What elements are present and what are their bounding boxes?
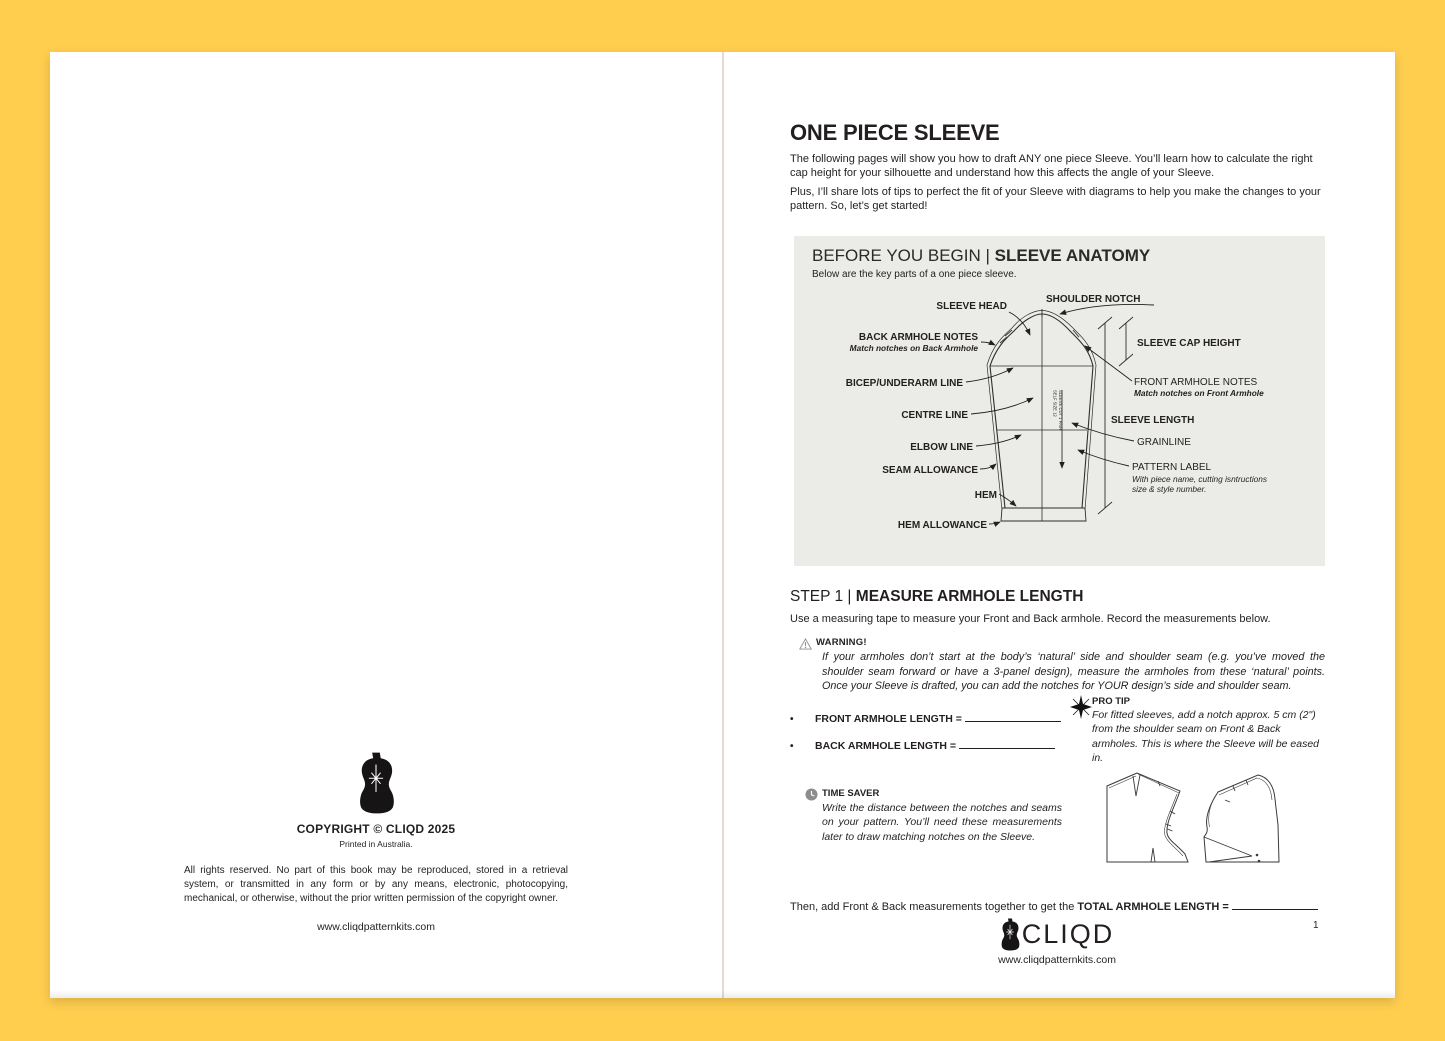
back-armhole-measurement-row xyxy=(790,737,1055,752)
back-bodice-piece xyxy=(1107,773,1188,862)
svg-text:SLEEVE CUT 1 PAIR: SLEEVE CUT 1 PAIR xyxy=(1058,390,1063,431)
pro-tip-title: PRO TIP xyxy=(1092,696,1131,707)
warning-title: WARNING! xyxy=(816,637,867,648)
dressform-logo-icon-small xyxy=(1000,918,1020,951)
bodice-pattern-diagrams xyxy=(1100,770,1305,890)
label-back-armhole-sub: Match notches on Back Armhole xyxy=(849,343,978,353)
right-page xyxy=(723,52,1395,998)
anatomy-heading-prefix: BEFORE YOU BEGIN | xyxy=(812,246,995,265)
front-armhole-label: FRONT ARMHOLE LENGTH = xyxy=(815,713,962,725)
bullet-dot: • xyxy=(790,741,794,752)
sleeve-outline xyxy=(987,311,1096,522)
step1-heading-bold: MEASURE ARMHOLE LENGTH xyxy=(855,588,1084,605)
rights-paragraph: All rights reserved. No part of this book may be reproduced, stored in a retrieval system, or transmitted in any form or by any means, electronic, photocopying, mechanical, or otherwise, without the prior written permission of the copyright owner. xyxy=(184,865,568,904)
page-title: ONE PIECE SLEEVE xyxy=(790,120,1000,145)
warning-triangle-icon xyxy=(799,638,812,650)
printed-in-line: Printed in Australia. xyxy=(339,839,413,849)
pattern-piece-text xyxy=(1053,390,1064,430)
copyright-line: COPYRIGHT © CLIQD 2025 xyxy=(296,822,456,836)
sparkle-icon xyxy=(1068,694,1094,720)
starburst-center xyxy=(374,777,377,780)
sleeve-anatomy-box xyxy=(794,236,1325,566)
label-sleeve-head: SLEEVE HEAD xyxy=(936,301,1007,312)
anatomy-box-subheading: Below are the key parts of a one piece sleeve. xyxy=(812,269,1017,280)
front-armhole-measurement-row xyxy=(790,710,1061,725)
dressform-logo-icon xyxy=(357,752,395,814)
pro-tip-text: For fitted sleeves, add a notch approx. 5 cm (2") from the shoulder seam on Front & Back armholes. This is where the Sleeve will be eased in. xyxy=(1092,709,1320,765)
svg-text:SELF SIZE 12: SELF SIZE 12 xyxy=(1052,390,1058,417)
label-hem: HEM xyxy=(974,490,997,501)
bullet-dot: • xyxy=(790,714,794,725)
total-blank-line xyxy=(1232,898,1318,910)
anatomy-heading-bold: SLEEVE ANATOMY xyxy=(994,246,1151,265)
book-spread xyxy=(50,52,1395,998)
label-sleeve-cap-height: SLEEVE CAP HEIGHT xyxy=(1137,338,1241,349)
footer-branding xyxy=(957,918,1157,966)
total-armhole-line xyxy=(790,898,1318,913)
time-saver-text: Write the distance between the notches and seams on your pattern. You’ll need these measurements later to draw matching notches on the Sleeve. xyxy=(822,802,1062,843)
label-elbow-line: ELBOW LINE xyxy=(910,442,973,453)
back-armhole-label: BACK ARMHOLE LENGTH = xyxy=(815,740,957,752)
colophon xyxy=(184,752,568,933)
anatomy-box-heading xyxy=(812,246,1150,266)
front-bodice-piece xyxy=(1204,775,1279,862)
label-pattern-sub1: With piece name, cutting isntructions xyxy=(1132,474,1268,484)
warning-text: If your armholes don’t start at the body’s ‘natural’ side and shoulder seam (e.g. you’ve moved the shoulder seam forward or have a 3-panel design), measure the armholes from these ‘natural’ points. Once your Sleeve is drafted, you can add the notches for YOUR design’s side and shoulder seam. xyxy=(822,651,1325,693)
step1-heading-prefix: STEP 1 | xyxy=(790,588,856,605)
time-saver-title: TIME SAVER xyxy=(822,788,880,799)
label-shoulder-notch: SHOULDER NOTCH xyxy=(1046,294,1141,305)
front-armhole-blank-line xyxy=(965,710,1061,722)
label-hem-allowance: HEM ALLOWANCE xyxy=(897,520,987,531)
sleeve-anatomy-diagram xyxy=(794,286,1325,566)
intro-paragraph-1: The following pages will show you how to draft ANY one piece Sleeve. You’ll learn how to calculate the right cap height for your silhouette and understand how this affects the angle of your Sleeve. xyxy=(790,153,1313,180)
total-label: TOTAL ARMHOLE LENGTH = xyxy=(1077,901,1229,913)
label-centre-line: CENTRE LINE xyxy=(901,410,968,421)
label-sleeve-length: SLEEVE LENGTH xyxy=(1111,415,1195,426)
label-seam-allowance: SEAM ALLOWANCE xyxy=(882,465,978,476)
label-grainline: GRAINLINE xyxy=(1137,437,1191,448)
total-prefix: Then, add Front & Back measurements together to get the xyxy=(790,901,1078,913)
step1-intro: Use a measuring tape to measure your Front and Back armhole. Record the measurements below. xyxy=(790,613,1271,625)
label-back-armhole-notes: BACK ARMHOLE NOTES xyxy=(858,332,978,343)
page-number: 1 xyxy=(1313,920,1319,931)
label-pattern-sub2: size & style number. xyxy=(1132,484,1207,494)
brand-wordmark: CLIQD xyxy=(1021,919,1115,949)
left-page xyxy=(50,52,722,998)
intro-paragraph-2: Plus, I’ll share lots of tips to perfect the fit of your Sleeve with diagrams to help you make the changes to your pattern. So, let’s get started! xyxy=(790,186,1321,213)
clock-icon xyxy=(805,788,818,801)
step1-heading xyxy=(790,588,1083,606)
website-right: www.cliqdpatternkits.com xyxy=(998,954,1116,966)
label-front-armhole-sub: Match notches on Front Armhole xyxy=(1134,388,1264,398)
label-front-armhole-notes: FRONT ARMHOLE NOTES xyxy=(1134,377,1258,388)
website-left: www.cliqdpatternkits.com xyxy=(317,921,435,934)
label-bicep-underarm: BICEP/UNDERARM LINE xyxy=(845,378,963,389)
label-pattern-label: PATTERN LABEL xyxy=(1132,462,1212,473)
back-armhole-blank-line xyxy=(959,737,1055,749)
